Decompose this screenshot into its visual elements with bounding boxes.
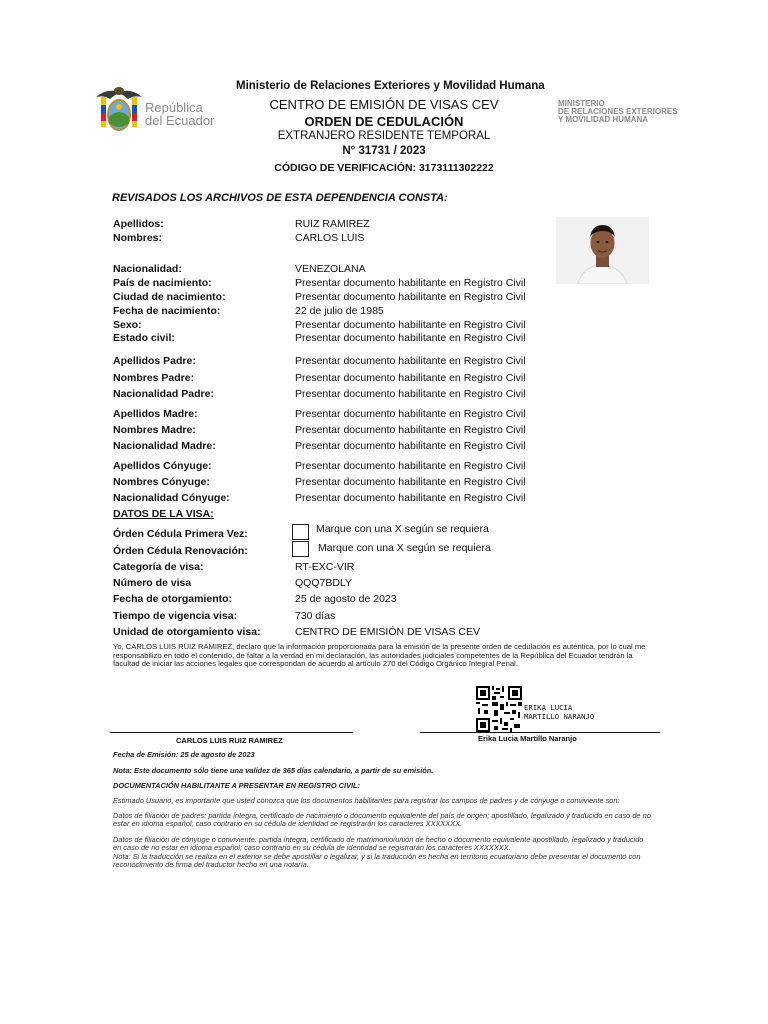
document-title: ORDEN DE CEDULACIÓN: [304, 114, 464, 129]
applicant-photo: [556, 217, 649, 284]
label-nacionalidad-madre: Nacionalidad Madre:: [113, 440, 216, 452]
value-tiempo-vigencia: 730 días: [295, 610, 336, 622]
fecha-emision: Fecha de Emisión: 25 de agosto de 2023: [113, 750, 255, 759]
label-apellidos: Apellidos:: [113, 218, 164, 230]
label-nombres-madre: Nombres Madre:: [113, 424, 196, 436]
label-nombres: Nombres:: [113, 232, 163, 244]
ministry-logo: MINISTERIO DE RELACIONES EXTERIORES Y MOVILIDAD HUMANA: [558, 99, 678, 124]
value-pais-nacimiento: Presentar documento habilitante en Registro Civil: [295, 277, 526, 289]
value-fecha-nacimiento: 22 de julio de 1985: [295, 305, 384, 317]
value-nombres-padre: Presentar documento habilitante en Registro Civil: [295, 372, 526, 384]
label-nombres-padre: Nombres Padre:: [113, 372, 195, 384]
value-fecha-otorgamiento: 25 de agosto de 2023: [295, 593, 397, 605]
label-apellidos-padre: Apellidos Padre:: [113, 355, 196, 367]
label-fecha-nacimiento: Fecha de nacimiento:: [113, 305, 221, 317]
traduccion-note: Nota: Si la traducción se realiza en el exterior se debe apostillar o legalizar, y si la traducción es hecha en territorio ecuatoriano debe presentar el documento con reconocimiento de firma del traductor hecho en una notaría.: [113, 852, 641, 870]
value-apellidos-madre: Presentar documento habilitante en Registro Civil: [295, 408, 526, 420]
label-unidad-otorgamiento: Unidad de otorgamiento visa:: [113, 626, 261, 638]
documentation-heading: DOCUMENTACIÓN HABILITANTE A PRESENTAR EN REGISTRO CIVIL:: [113, 781, 361, 790]
electronic-signature-name: ERIKA LUCIA MARTILLO NARANJO: [524, 703, 595, 721]
official-signature-name: Erika Lucia Martillo Naranjo: [478, 734, 577, 743]
official-signature-line: [420, 732, 660, 733]
label-nacionalidad-padre: Nacionalidad Padre:: [113, 388, 214, 400]
value-categoria-visa: RT-EXC-VIR: [295, 561, 355, 573]
label-tiempo-vigencia: Tiempo de vigencia visa:: [113, 610, 238, 622]
label-apellidos-conyuge: Apellidos Cónyuge:: [113, 460, 212, 472]
value-apellidos: RUIZ RAMIREZ: [295, 218, 370, 230]
label-primera-vez: Órden Cédula Primera Vez:: [113, 528, 248, 540]
ministry-title: Ministerio de Relaciones Exteriores y Movilidad Humana: [236, 80, 545, 92]
label-fecha-otorgamiento: Fecha de otorgamiento:: [113, 593, 233, 605]
document-number: N° 31731 / 2023: [342, 145, 426, 157]
label-nacionalidad-conyuge: Nacionalidad Cónyuge:: [113, 492, 230, 504]
label-pais-nacimiento: País de nacimiento:: [113, 277, 212, 289]
label-sexo: Sexo:: [113, 319, 142, 331]
validity-note: Nota: Este documento sólo tiene una validez de 365 días calendario, a partir de su emisión.: [113, 766, 434, 775]
label-nombres-conyuge: Nombres Cónyuge:: [113, 476, 210, 488]
filiacion-conyuge-text: Datos de filiación de cónyuge o conviviente: partida íntegra, certificado de matrimonio/unión de hecho o documento equivalente apostillado, legalizado y traducido en caso de no estar en idioma español; caso contrario en su cédula de identidad se registrarán los caracteres XXXXXXX.: [113, 835, 644, 853]
section-heading: REVISADOS LOS ARCHIVOS DE ESTA DEPENDENCIA CONSTA:: [112, 192, 448, 204]
renovacion-instruction: Marque con una X según se requiera: [318, 542, 491, 554]
estimado-usuario-text: Estimado Usuario, es importante que usted conozca que los documentos habilitantes para registrar los campos de padres y de cónyuge o conviviente son:: [113, 796, 620, 805]
visa-section-heading: DATOS DE LA VISA:: [113, 508, 214, 520]
declaration-paragraph: Yo, CARLOS LUIS RUIZ RAMIREZ, declaro que la información proporcionada para la emisión de la presente orden de cedulación es auténtica, por lo cual me responsabilizo en todo el contenido, de faltar a la verdad en mi declaración, las autoridades judiciales competentes de la República del Ecuador tendrán la facultad de iniciar las acciones legales que correspondan de acuerdo al artículo 270 del Código Orgánico Integral Penal.: [113, 642, 646, 669]
label-apellidos-madre: Apellidos Madre:: [113, 408, 198, 420]
value-unidad-otorgamiento: CENTRO DE EMISIÓN DE VISAS CEV: [295, 626, 480, 638]
primera-vez-instruction: Marque con una X según se requiera: [316, 523, 489, 535]
person-photo-icon: [556, 217, 649, 284]
applicant-signature-name: CARLOS LUIS RUIZ RAMIREZ: [176, 736, 283, 745]
value-nacionalidad-padre: Presentar documento habilitante en Registro Civil: [295, 388, 526, 400]
filiacion-padres-text: Datos de filiación de padres: partida íntegra, certificado de nacimiento o documento equivalente del país de origen; apostillado, legalizado y traducido en caso de no estar en idioma español; caso contrario en su cédula de identidad se registrarán los caracteres XXXXXXX.: [113, 811, 651, 829]
label-numero-visa: Número de visa: [113, 577, 192, 589]
value-nombres-madre: Presentar documento habilitante en Registro Civil: [295, 424, 526, 436]
resident-type: EXTRANJERO RESIDENTE TEMPORAL: [277, 130, 491, 142]
value-ciudad-nacimiento: Presentar documento habilitante en Registro Civil: [295, 291, 526, 303]
value-numero-visa: QQQ7BDLY: [295, 577, 352, 589]
value-sexo: Presentar documento habilitante en Registro Civil: [295, 319, 526, 331]
center-title: CENTRO DE EMISIÓN DE VISAS CEV: [269, 97, 499, 112]
primera-vez-checkbox[interactable]: [292, 524, 309, 540]
label-categoria-visa: Categoría de visa:: [113, 561, 204, 573]
value-apellidos-conyuge: Presentar documento habilitante en Registro Civil: [295, 460, 526, 472]
renovacion-checkbox[interactable]: [292, 541, 309, 557]
label-renovacion: Órden Cédula Renovación:: [113, 545, 248, 557]
value-apellidos-padre: Presentar documento habilitante en Registro Civil: [295, 355, 526, 367]
value-nacionalidad-conyuge: Presentar documento habilitante en Registro Civil: [295, 492, 526, 504]
value-nombres: CARLOS LUIS: [295, 232, 365, 244]
qr-code-icon: [476, 686, 522, 732]
value-nacionalidad: VENEZOLANA: [295, 263, 366, 275]
value-nacionalidad-madre: Presentar documento habilitante en Registro Civil: [295, 440, 526, 452]
label-nacionalidad: Nacionalidad:: [113, 263, 182, 275]
label-estado-civil: Estado civil:: [113, 332, 175, 344]
value-estado-civil: Presentar documento habilitante en Registro Civil: [295, 332, 526, 344]
verification-code: CÓDIGO DE VERIFICACIÓN: 3173111302222: [274, 162, 494, 174]
applicant-signature-line: [110, 732, 353, 733]
republica-del-ecuador-logo: República del Ecuador: [145, 100, 215, 128]
value-nombres-conyuge: Presentar documento habilitante en Registro Civil: [295, 476, 526, 488]
label-ciudad-nacimiento: Ciudad de nacimiento:: [113, 291, 226, 303]
